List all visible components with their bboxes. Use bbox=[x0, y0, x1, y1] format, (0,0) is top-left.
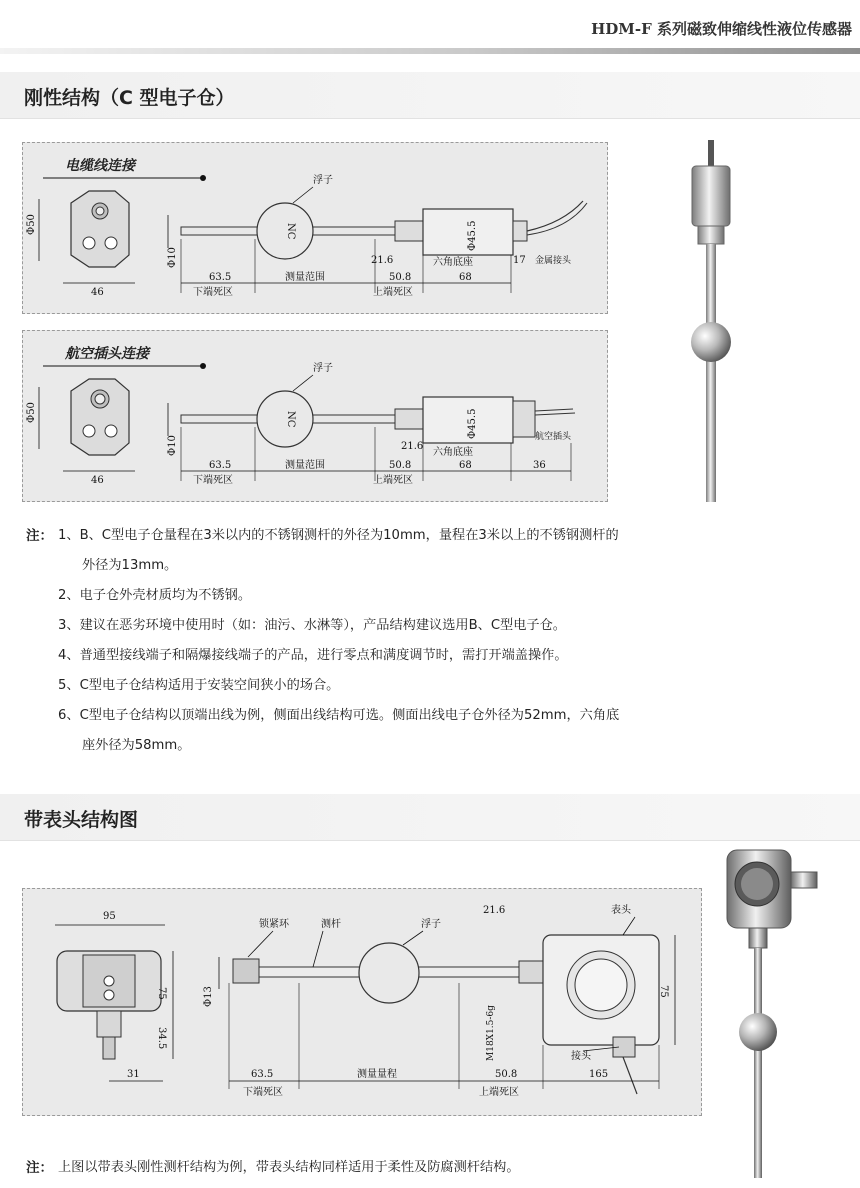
dim-phi13: Φ13 bbox=[203, 986, 214, 1007]
float-label: 浮子 bbox=[313, 363, 333, 374]
section1-title: 刚性结构（C 型电子仓） bbox=[24, 87, 235, 109]
dim-216: 21.6 bbox=[401, 441, 424, 452]
dim-phi50: Φ50 bbox=[26, 214, 37, 235]
aviation-plug-drawing bbox=[23, 331, 609, 503]
aviation-plug-label: 航空插头 bbox=[535, 432, 572, 442]
panel1-label: 电缆线连接 bbox=[65, 158, 135, 174]
upper-dead-zone: 上端死区 bbox=[373, 475, 413, 486]
note-item-4: 4、普通型接线端子和隔爆接线端子的产品，进行零点和满度调节时，需打开端盖操作。 bbox=[58, 648, 568, 663]
dim-phi50: Φ50 bbox=[26, 402, 37, 423]
joint-label: 接头 bbox=[571, 1051, 591, 1062]
dim-w31: 31 bbox=[127, 1069, 140, 1080]
meter-head-drawing bbox=[23, 889, 703, 1117]
lockring-label: 锁紧环 bbox=[259, 919, 289, 930]
hexbase-label: 六角底座 bbox=[433, 257, 473, 268]
dim-508: 50.8 bbox=[389, 272, 412, 283]
section2-band bbox=[0, 794, 860, 841]
lower-dead-zone: 下端死区 bbox=[243, 1087, 283, 1098]
dim-216: 21.6 bbox=[371, 255, 394, 266]
upper-dead-zone: 上端死区 bbox=[479, 1087, 519, 1098]
dim-phi455: Φ45.5 bbox=[467, 220, 478, 251]
cable-connection-drawing bbox=[23, 143, 609, 315]
header-rule bbox=[0, 48, 860, 54]
footnote-text: 上图以带表头刚性测杆结构为例，带表头结构同样适用于柔性及防腐测杆结构。 bbox=[58, 1160, 520, 1175]
thread-label: M18X1.5-6g bbox=[486, 1005, 496, 1061]
meter-head-panel bbox=[22, 888, 702, 1116]
float-label: 浮子 bbox=[313, 175, 333, 186]
aviation-plug-panel bbox=[22, 330, 608, 502]
dim-h345: 34.5 bbox=[156, 1027, 167, 1050]
meter-label: 表头 bbox=[611, 905, 631, 916]
nc-label: NC bbox=[285, 223, 296, 240]
dim-508: 50.8 bbox=[389, 460, 412, 471]
dim-68: 68 bbox=[459, 460, 472, 471]
cable-connection-panel bbox=[22, 142, 608, 314]
float-label: 浮子 bbox=[421, 919, 441, 930]
dim-17: 17 bbox=[513, 255, 526, 266]
dim-635: 63.5 bbox=[251, 1069, 274, 1080]
upper-dead-zone: 上端死区 bbox=[373, 287, 413, 298]
header-title: HDM-F 系列磁致伸缩线性液位传感器 bbox=[591, 20, 852, 38]
section1-band bbox=[0, 72, 860, 119]
dim-phi10: Φ10 bbox=[167, 247, 178, 268]
dim-range: 测量范围 bbox=[285, 272, 325, 283]
dim-range: 测量范围 bbox=[285, 460, 325, 471]
note-item-5: 5、C型电子仓结构适用于安装空间狭小的场合。 bbox=[58, 678, 340, 693]
dim-w46: 46 bbox=[91, 475, 104, 486]
note-item-1-cont: 外径为13mm。 bbox=[82, 558, 178, 573]
page-header bbox=[0, 0, 860, 48]
dim-w95: 95 bbox=[103, 911, 116, 922]
meter-head-sensor-photo bbox=[715, 842, 833, 1182]
dim-635: 63.5 bbox=[209, 272, 232, 283]
dim-h75b: 75 bbox=[658, 985, 669, 998]
nc-label: NC bbox=[285, 411, 296, 428]
section2-title: 带表头结构图 bbox=[24, 809, 139, 831]
note-item-6-cont: 座外径为58mm。 bbox=[82, 738, 191, 753]
dim-508: 50.8 bbox=[495, 1069, 518, 1080]
note-item-6: 6、C型电子仓结构以顶端出线为例，侧面出线结构可选。侧面出线电子仓外径为52mm，六角底 bbox=[58, 708, 620, 723]
notes-mark: 注： bbox=[26, 528, 53, 544]
dim-165: 165 bbox=[589, 1069, 609, 1080]
lower-dead-zone: 下端死区 bbox=[193, 475, 233, 486]
metal-joint-label: 金属接头 bbox=[535, 256, 572, 266]
dim-635: 63.5 bbox=[209, 460, 232, 471]
rigid-sensor-photo bbox=[660, 130, 760, 505]
dim-range: 测量量程 bbox=[357, 1069, 397, 1080]
dim-36: 36 bbox=[533, 460, 546, 471]
rod-label: 测杆 bbox=[321, 919, 341, 930]
dim-h75a: 75 bbox=[156, 987, 167, 1000]
note-item-1: 1、B、C型电子仓量程在3米以内的不锈钢测杆的外径为10mm，量程在3米以上的不锈钢测杆的 bbox=[58, 528, 619, 543]
dim-w46: 46 bbox=[91, 287, 104, 298]
panel2-label: 航空插头连接 bbox=[65, 346, 149, 362]
note-item-3: 3、建议在恶劣环境中使用时（如：油污、水淋等），产品结构建议选用B、C型电子仓。 bbox=[58, 618, 566, 633]
dim-phi455: Φ45.5 bbox=[467, 408, 478, 439]
dim-phi10: Φ10 bbox=[167, 435, 178, 456]
lower-dead-zone: 下端死区 bbox=[193, 287, 233, 298]
hexbase-label: 六角底座 bbox=[433, 447, 473, 458]
dim-68: 68 bbox=[459, 272, 472, 283]
note-item-2: 2、电子仓外壳材质均为不锈钢。 bbox=[58, 588, 252, 603]
dim-216: 21.6 bbox=[483, 905, 506, 916]
footnote-mark: 注： bbox=[26, 1160, 53, 1176]
